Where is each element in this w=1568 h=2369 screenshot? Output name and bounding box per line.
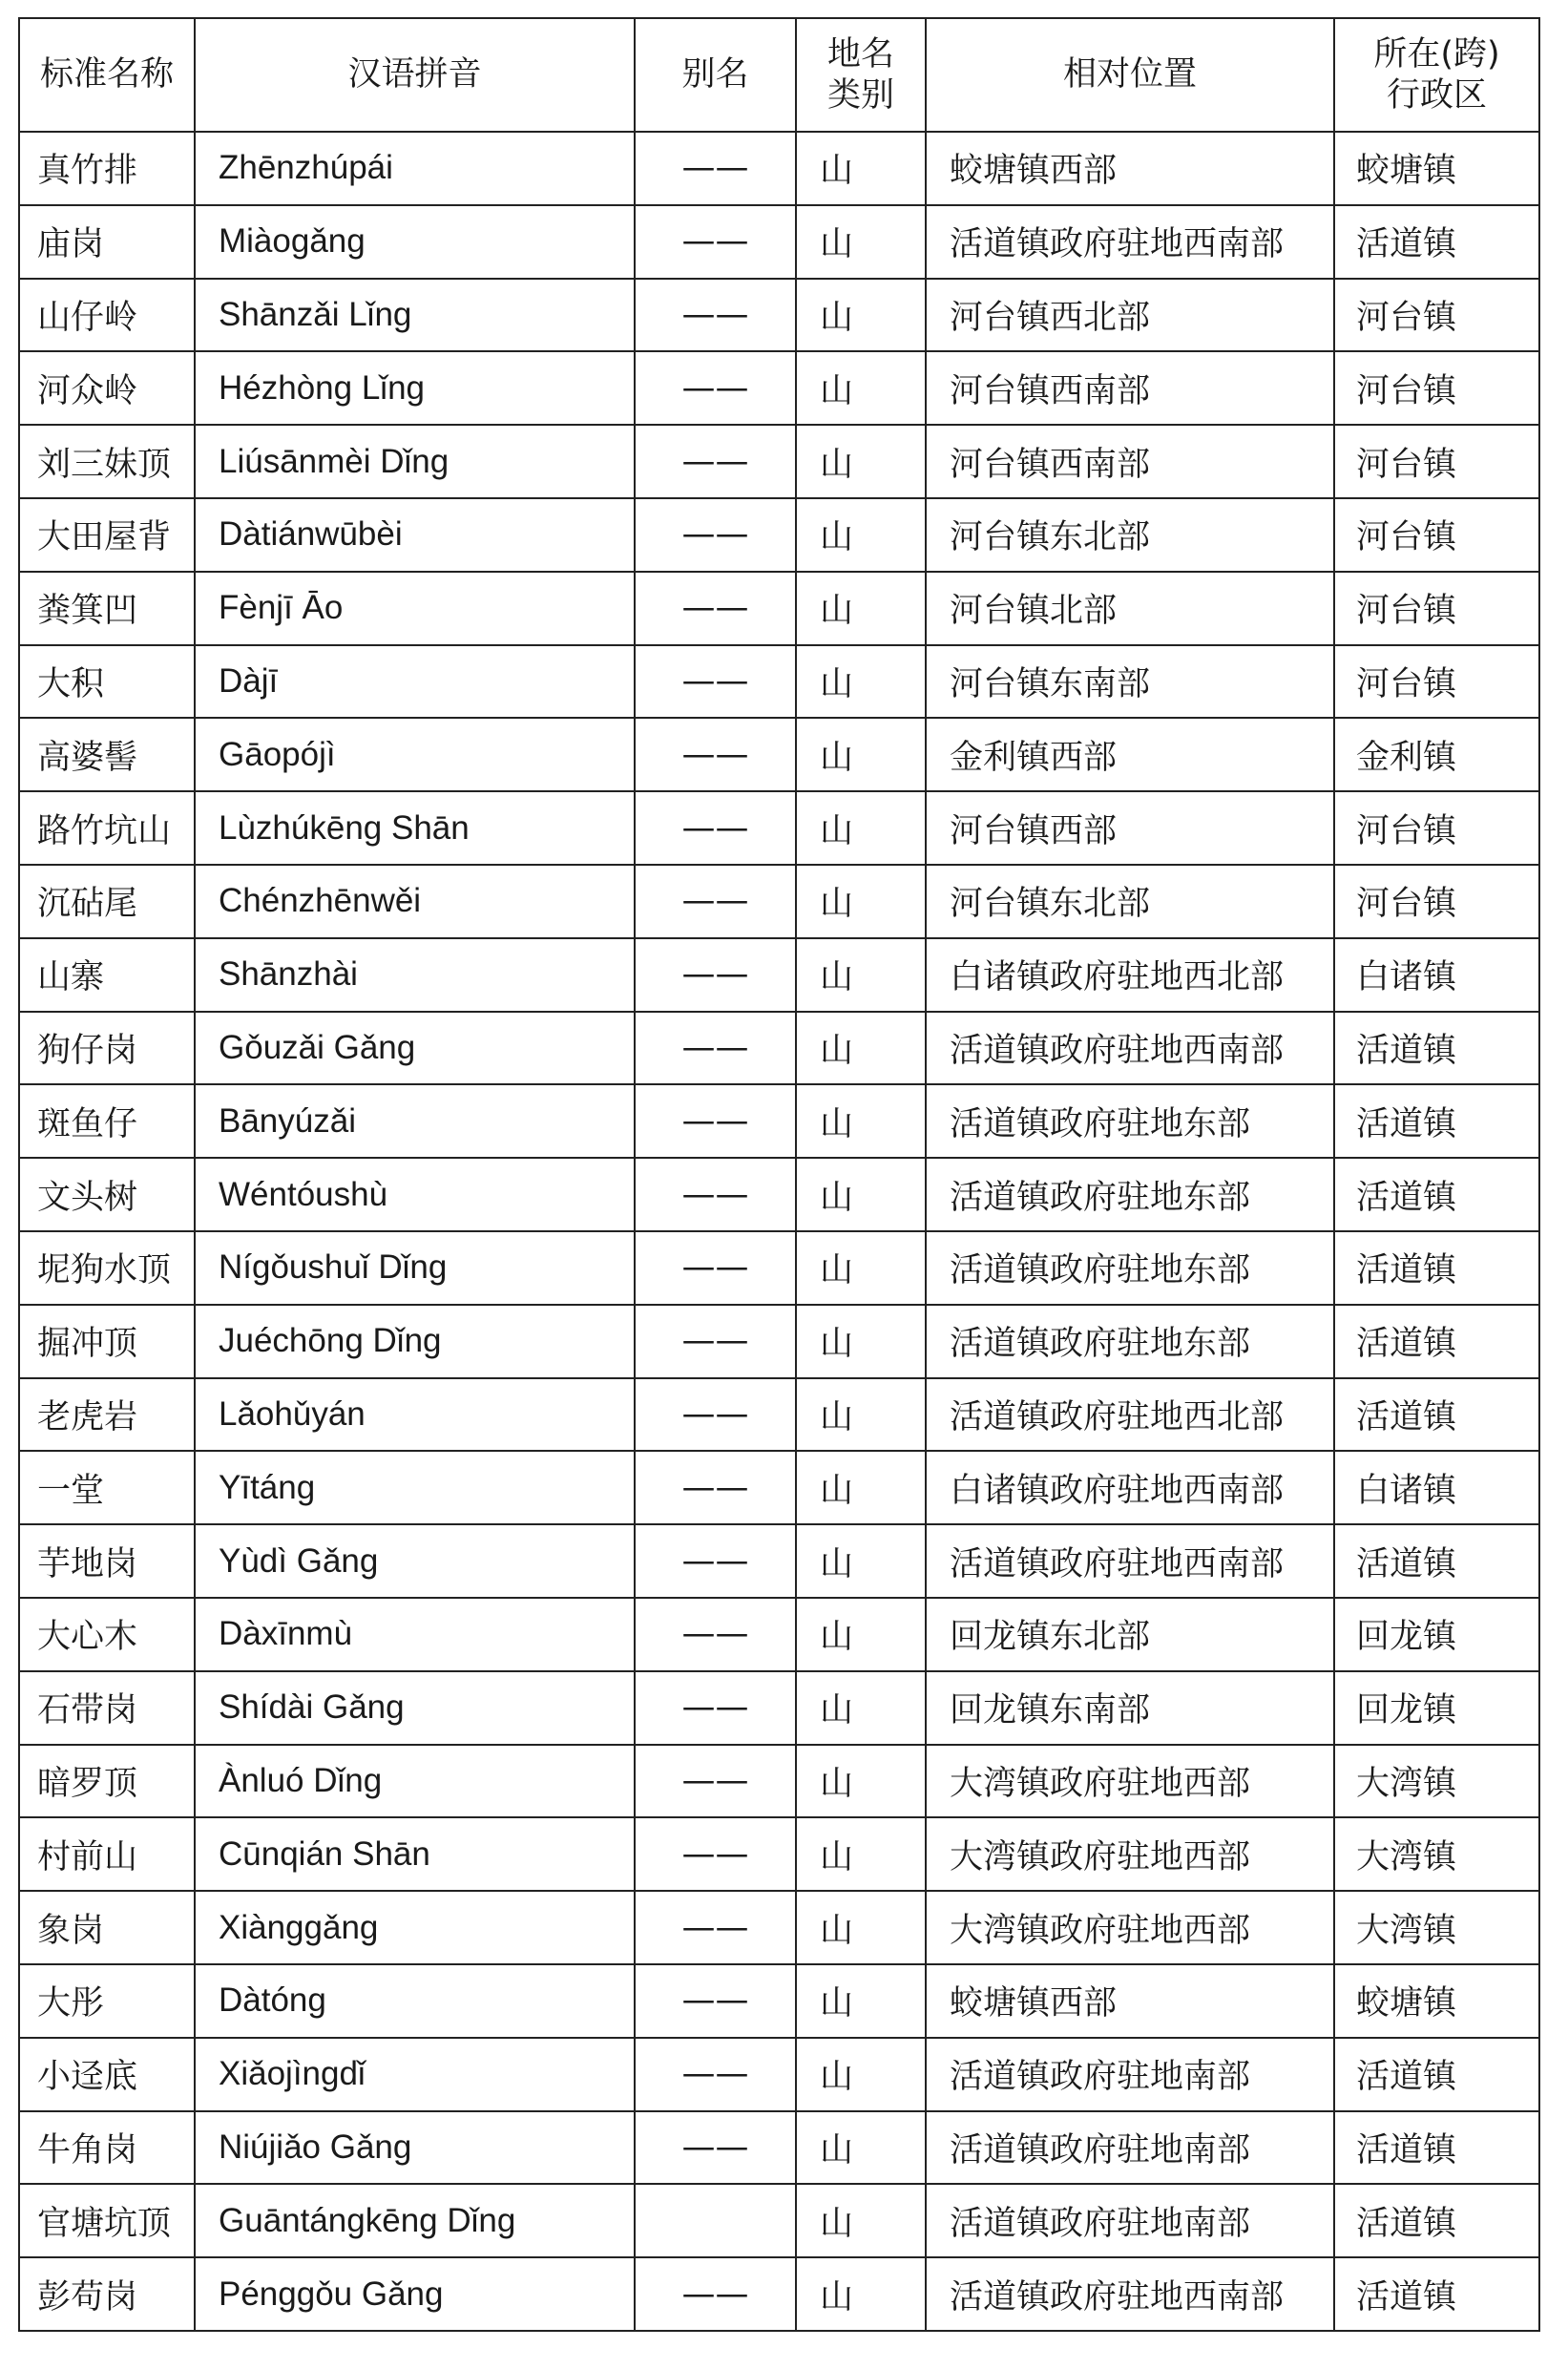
cell-category: 山 — [796, 1012, 926, 1085]
cell-category: 山 — [796, 498, 926, 572]
cell-pinyin: Dàtóng — [195, 1964, 635, 2038]
cell-category: 山 — [796, 865, 926, 938]
cell-standard-name: 暗罗顶 — [19, 1745, 195, 1818]
cell-pinyin: Shānzǎi Lǐng — [195, 279, 635, 352]
cell-admin-region: 活道镇 — [1334, 1084, 1539, 1158]
cell-standard-name: 小迳底 — [19, 2038, 195, 2111]
cell-category: 山 — [796, 1524, 926, 1598]
table-row — [19, 1231, 1539, 1305]
table-row — [19, 938, 1539, 1012]
cell-admin-region: 河台镇 — [1334, 645, 1539, 719]
cell-category: 山 — [796, 132, 926, 205]
cell-category: 山 — [796, 572, 926, 645]
cell-relative-location: 河台镇东北部 — [926, 865, 1334, 938]
cell-category: 山 — [796, 2038, 926, 2111]
cell-relative-location: 活道镇政府驻地西北部 — [926, 1378, 1334, 1452]
cell-alias: —— — [635, 1745, 796, 1818]
cell-pinyin: Chénzhēnwěi — [195, 865, 635, 938]
cell-standard-name: 高婆髻 — [19, 718, 195, 791]
cell-standard-name: 掘冲顶 — [19, 1305, 195, 1378]
cell-standard-name: 芋地岗 — [19, 1524, 195, 1598]
cell-admin-region: 回龙镇 — [1334, 1598, 1539, 1671]
header-category: 地名 类别 — [796, 18, 926, 132]
cell-standard-name: 刘三妹顶 — [19, 425, 195, 498]
cell-standard-name: 沉砧尾 — [19, 865, 195, 938]
cell-pinyin: Nígǒushuǐ Dǐng — [195, 1231, 635, 1305]
cell-alias: —— — [635, 572, 796, 645]
cell-standard-name: 村前山 — [19, 1817, 195, 1891]
table-row — [19, 425, 1539, 498]
header-relative-location: 相对位置 — [926, 18, 1334, 132]
cell-relative-location: 活道镇政府驻地南部 — [926, 2111, 1334, 2185]
cell-relative-location: 河台镇西北部 — [926, 279, 1334, 352]
cell-alias: —— — [635, 1158, 796, 1231]
cell-pinyin: Lùzhúkēng Shān — [195, 791, 635, 865]
cell-alias: —— — [635, 1084, 796, 1158]
cell-admin-region: 河台镇 — [1334, 791, 1539, 865]
cell-standard-name: 坭狗水顶 — [19, 1231, 195, 1305]
cell-admin-region: 活道镇 — [1334, 1012, 1539, 1085]
cell-category: 山 — [796, 1598, 926, 1671]
cell-admin-region: 活道镇 — [1334, 2038, 1539, 2111]
cell-standard-name: 大心木 — [19, 1598, 195, 1671]
cell-standard-name: 象岗 — [19, 1891, 195, 1964]
cell-standard-name: 大彤 — [19, 1964, 195, 2038]
cell-category: 山 — [796, 1084, 926, 1158]
cell-category: 山 — [796, 1891, 926, 1964]
cell-admin-region: 蛟塘镇 — [1334, 132, 1539, 205]
table-row — [19, 2111, 1539, 2185]
cell-pinyin: Yùdì Gǎng — [195, 1524, 635, 1598]
cell-alias: —— — [635, 1012, 796, 1085]
table-row — [19, 572, 1539, 645]
cell-pinyin: Gǒuzǎi Gǎng — [195, 1012, 635, 1085]
cell-alias: —— — [635, 425, 796, 498]
cell-relative-location: 活道镇政府驻地西南部 — [926, 205, 1334, 279]
cell-relative-location: 活道镇政府驻地南部 — [926, 2184, 1334, 2257]
cell-relative-location: 活道镇政府驻地东部 — [926, 1084, 1334, 1158]
table-row — [19, 1671, 1539, 1745]
cell-standard-name: 文头树 — [19, 1158, 195, 1231]
cell-pinyin: Zhēnzhúpái — [195, 132, 635, 205]
cell-admin-region: 回龙镇 — [1334, 1671, 1539, 1745]
cell-alias: —— — [635, 2111, 796, 2185]
table-row — [19, 1084, 1539, 1158]
cell-standard-name: 斑鱼仔 — [19, 1084, 195, 1158]
cell-admin-region: 活道镇 — [1334, 2257, 1539, 2331]
cell-alias: —— — [635, 132, 796, 205]
cell-pinyin: Xiǎojìngdǐ — [195, 2038, 635, 2111]
cell-category: 山 — [796, 279, 926, 352]
cell-standard-name: 官塘坑顶 — [19, 2184, 195, 2257]
cell-category: 山 — [796, 425, 926, 498]
table-header-row — [19, 18, 1539, 132]
cell-alias: —— — [635, 791, 796, 865]
cell-pinyin: Gāopójì — [195, 718, 635, 791]
cell-alias — [635, 2184, 796, 2257]
cell-pinyin: Niújiǎo Gǎng — [195, 2111, 635, 2185]
table-row — [19, 865, 1539, 938]
cell-admin-region: 河台镇 — [1334, 351, 1539, 425]
cell-pinyin: Wéntóushù — [195, 1158, 635, 1231]
cell-standard-name: 大积 — [19, 645, 195, 719]
header-admin-region: 所在(跨) 行政区 — [1334, 18, 1539, 132]
cell-standard-name: 庙岗 — [19, 205, 195, 279]
table-row — [19, 279, 1539, 352]
cell-relative-location: 白诸镇政府驻地西南部 — [926, 1451, 1334, 1524]
cell-alias: —— — [635, 2257, 796, 2331]
cell-alias: —— — [635, 1451, 796, 1524]
cell-admin-region: 河台镇 — [1334, 572, 1539, 645]
cell-relative-location: 大湾镇政府驻地西部 — [926, 1745, 1334, 1818]
cell-alias: —— — [635, 279, 796, 352]
cell-pinyin: Miàogǎng — [195, 205, 635, 279]
cell-admin-region: 河台镇 — [1334, 279, 1539, 352]
cell-alias: —— — [635, 2038, 796, 2111]
cell-category: 山 — [796, 1671, 926, 1745]
cell-relative-location: 河台镇东南部 — [926, 645, 1334, 719]
cell-standard-name: 大田屋背 — [19, 498, 195, 572]
cell-relative-location: 大湾镇政府驻地西部 — [926, 1891, 1334, 1964]
cell-admin-region: 河台镇 — [1334, 498, 1539, 572]
cell-alias: —— — [635, 205, 796, 279]
header-standard-name: 标准名称 — [19, 18, 195, 132]
table-row — [19, 1745, 1539, 1818]
cell-alias: —— — [635, 1305, 796, 1378]
table-row — [19, 132, 1539, 205]
cell-alias: —— — [635, 498, 796, 572]
cell-admin-region: 大湾镇 — [1334, 1745, 1539, 1818]
cell-pinyin: Lǎohǔyán — [195, 1378, 635, 1452]
cell-relative-location: 大湾镇政府驻地西部 — [926, 1817, 1334, 1891]
cell-category: 山 — [796, 1745, 926, 1818]
cell-category: 山 — [796, 1817, 926, 1891]
table-row — [19, 1158, 1539, 1231]
cell-relative-location: 蛟塘镇西部 — [926, 1964, 1334, 2038]
cell-category: 山 — [796, 1451, 926, 1524]
cell-admin-region: 大湾镇 — [1334, 1891, 1539, 1964]
place-name-table — [18, 17, 1540, 2332]
cell-standard-name: 彭苟岗 — [19, 2257, 195, 2331]
cell-admin-region: 活道镇 — [1334, 2184, 1539, 2257]
cell-pinyin: Pénggǒu Gǎng — [195, 2257, 635, 2331]
table-row — [19, 645, 1539, 719]
cell-standard-name: 狗仔岗 — [19, 1012, 195, 1085]
cell-standard-name: 山寨 — [19, 938, 195, 1012]
cell-standard-name: 山仔岭 — [19, 279, 195, 352]
cell-relative-location: 河台镇西南部 — [926, 425, 1334, 498]
table-row — [19, 1891, 1539, 1964]
table-row — [19, 1598, 1539, 1671]
cell-admin-region: 活道镇 — [1334, 1305, 1539, 1378]
cell-alias: —— — [635, 1231, 796, 1305]
cell-admin-region: 活道镇 — [1334, 1231, 1539, 1305]
cell-admin-region: 活道镇 — [1334, 2111, 1539, 2185]
cell-alias: —— — [635, 1671, 796, 1745]
table-row — [19, 498, 1539, 572]
cell-pinyin: Liúsānmèi Dǐng — [195, 425, 635, 498]
table-row — [19, 2038, 1539, 2111]
cell-category: 山 — [796, 1158, 926, 1231]
table-row — [19, 1817, 1539, 1891]
cell-pinyin: Ànluó Dǐng — [195, 1745, 635, 1818]
cell-relative-location: 河台镇东北部 — [926, 498, 1334, 572]
cell-standard-name: 石带岗 — [19, 1671, 195, 1745]
cell-pinyin: Guāntángkēng Dǐng — [195, 2184, 635, 2257]
cell-category: 山 — [796, 2184, 926, 2257]
cell-pinyin: Dàjī — [195, 645, 635, 719]
cell-admin-region: 活道镇 — [1334, 1524, 1539, 1598]
cell-alias: —— — [635, 1817, 796, 1891]
table-row — [19, 2184, 1539, 2257]
cell-category: 山 — [796, 2111, 926, 2185]
cell-category: 山 — [796, 645, 926, 719]
cell-pinyin: Shānzhài — [195, 938, 635, 1012]
cell-pinyin: Dàtiánwūbèi — [195, 498, 635, 572]
table-row — [19, 1964, 1539, 2038]
cell-alias: —— — [635, 1524, 796, 1598]
cell-alias: —— — [635, 1964, 796, 2038]
cell-admin-region: 大湾镇 — [1334, 1817, 1539, 1891]
table-row — [19, 205, 1539, 279]
cell-alias: —— — [635, 351, 796, 425]
cell-relative-location: 活道镇政府驻地东部 — [926, 1231, 1334, 1305]
cell-pinyin: Fènjī Āo — [195, 572, 635, 645]
cell-category: 山 — [796, 2257, 926, 2331]
cell-admin-region: 河台镇 — [1334, 865, 1539, 938]
cell-category: 山 — [796, 1305, 926, 1378]
cell-relative-location: 活道镇政府驻地东部 — [926, 1158, 1334, 1231]
cell-admin-region: 活道镇 — [1334, 205, 1539, 279]
cell-alias: —— — [635, 1598, 796, 1671]
cell-category: 山 — [796, 791, 926, 865]
cell-pinyin: Yītáng — [195, 1451, 635, 1524]
cell-pinyin: Xiànggǎng — [195, 1891, 635, 1964]
cell-admin-region: 金利镇 — [1334, 718, 1539, 791]
cell-category: 山 — [796, 351, 926, 425]
cell-category: 山 — [796, 718, 926, 791]
cell-standard-name: 真竹排 — [19, 132, 195, 205]
cell-pinyin: Bānyúzǎi — [195, 1084, 635, 1158]
table-row — [19, 1012, 1539, 1085]
cell-pinyin: Hézhòng Lǐng — [195, 351, 635, 425]
cell-relative-location: 回龙镇东南部 — [926, 1671, 1334, 1745]
cell-standard-name: 粪箕凹 — [19, 572, 195, 645]
cell-standard-name: 牛角岗 — [19, 2111, 195, 2185]
table-row — [19, 791, 1539, 865]
table-row — [19, 351, 1539, 425]
cell-pinyin: Dàxīnmù — [195, 1598, 635, 1671]
cell-pinyin: Shídài Gǎng — [195, 1671, 635, 1745]
cell-alias: —— — [635, 1891, 796, 1964]
table-row — [19, 1378, 1539, 1452]
cell-pinyin: Cūnqián Shān — [195, 1817, 635, 1891]
cell-relative-location: 回龙镇东北部 — [926, 1598, 1334, 1671]
cell-standard-name: 老虎岩 — [19, 1378, 195, 1452]
cell-relative-location: 活道镇政府驻地西南部 — [926, 2257, 1334, 2331]
cell-standard-name: 一堂 — [19, 1451, 195, 1524]
cell-category: 山 — [796, 1378, 926, 1452]
cell-category: 山 — [796, 1231, 926, 1305]
cell-standard-name: 路竹坑山 — [19, 791, 195, 865]
header-alias: 别名 — [635, 18, 796, 132]
cell-relative-location: 河台镇西部 — [926, 791, 1334, 865]
cell-alias: —— — [635, 1378, 796, 1452]
cell-relative-location: 活道镇政府驻地南部 — [926, 2038, 1334, 2111]
cell-admin-region: 白诸镇 — [1334, 1451, 1539, 1524]
table-row — [19, 718, 1539, 791]
cell-admin-region: 蛟塘镇 — [1334, 1964, 1539, 2038]
cell-alias: —— — [635, 718, 796, 791]
cell-relative-location: 白诸镇政府驻地西北部 — [926, 938, 1334, 1012]
cell-admin-region: 白诸镇 — [1334, 938, 1539, 1012]
cell-alias: —— — [635, 645, 796, 719]
cell-relative-location: 活道镇政府驻地西南部 — [926, 1012, 1334, 1085]
cell-category: 山 — [796, 205, 926, 279]
cell-admin-region: 活道镇 — [1334, 1378, 1539, 1452]
cell-category: 山 — [796, 938, 926, 1012]
cell-relative-location: 活道镇政府驻地东部 — [926, 1305, 1334, 1378]
cell-pinyin: Juéchōng Dǐng — [195, 1305, 635, 1378]
header-pinyin: 汉语拼音 — [195, 18, 635, 132]
cell-relative-location: 河台镇西南部 — [926, 351, 1334, 425]
table-row — [19, 1305, 1539, 1378]
table-row — [19, 1524, 1539, 1598]
cell-alias: —— — [635, 865, 796, 938]
cell-relative-location: 金利镇西部 — [926, 718, 1334, 791]
cell-alias: —— — [635, 938, 796, 1012]
cell-category: 山 — [796, 1964, 926, 2038]
table-row — [19, 1451, 1539, 1524]
cell-standard-name: 河众岭 — [19, 351, 195, 425]
cell-relative-location: 活道镇政府驻地西南部 — [926, 1524, 1334, 1598]
cell-admin-region: 河台镇 — [1334, 425, 1539, 498]
cell-admin-region: 活道镇 — [1334, 1158, 1539, 1231]
table-row — [19, 2257, 1539, 2331]
cell-relative-location: 河台镇北部 — [926, 572, 1334, 645]
cell-relative-location: 蛟塘镇西部 — [926, 132, 1334, 205]
